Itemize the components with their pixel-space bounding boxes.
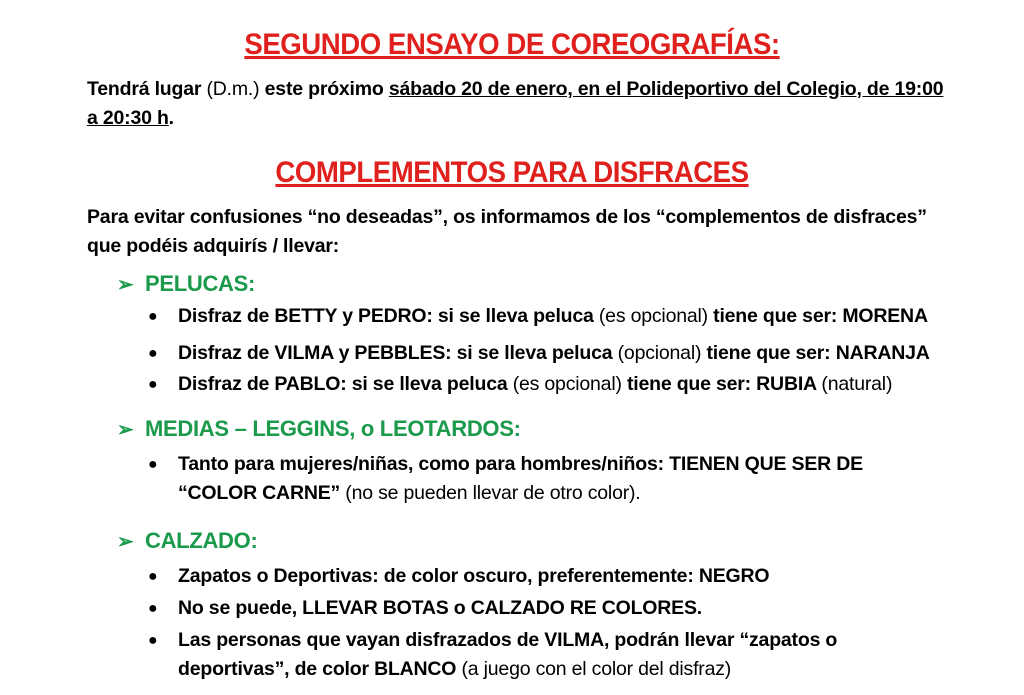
section-calzado-label: CALZADO:	[145, 528, 258, 553]
intro-text-end: .	[168, 107, 174, 129]
bullet-icon: ●	[148, 376, 158, 393]
section-pelucas-label: PELUCAS:	[145, 271, 256, 296]
intro-text-dm: (D.m.)	[206, 78, 260, 100]
item-text-rest: tiene que ser: MORENA	[707, 305, 928, 327]
intro-text-a: Tendrá lugar	[87, 78, 207, 100]
item-text: Disfraz de BETTY y PEDRO: si se lleva peluca	[178, 305, 599, 327]
list-item	[148, 370, 948, 399]
list-item	[148, 302, 948, 331]
bullet-icon: ●	[148, 456, 158, 473]
intro-text-c: este próximo	[259, 78, 389, 100]
complementos-paragraph: Para evitar confusiones “no deseadas”, os informamos de los “complementos de disfraces” que podéis adquirís / llevar:	[87, 206, 927, 257]
item-text-rest: tiene que ser: RUBIA	[621, 373, 822, 395]
heading-segundo-ensayo: SEGUNDO ENSAYO DE COREOGRAFÍAS:	[244, 28, 780, 61]
item-text: Disfraz de VILMA y PEBBLES: si se lleva peluca	[178, 342, 618, 364]
bullet-icon: ●	[148, 632, 158, 649]
section-pelucas	[117, 270, 255, 299]
intro-paragraph	[87, 75, 947, 133]
section-medias-label: MEDIAS – LEGGINS, o LEOTARDOS:	[145, 416, 521, 441]
item-text: Tanto para mujeres/niñas, como para hombres/niños: TIENEN QUE SER DE “COLOR CARNE”	[178, 453, 863, 504]
arrow-bullet-icon: ➢	[117, 274, 134, 296]
bullet-icon: ●	[148, 345, 158, 362]
arrow-bullet-icon: ➢	[117, 531, 134, 553]
list-item	[148, 339, 948, 368]
list-item	[148, 594, 948, 623]
list-item	[148, 562, 948, 591]
item-note: (no se pueden llevar de otro color).	[340, 482, 641, 504]
item-note: (a juego con el color del disfraz)	[456, 658, 732, 680]
heading-complementos: COMPLEMENTOS PARA DISFRACES	[275, 156, 749, 189]
item-note: (es opcional)	[598, 305, 708, 327]
bullet-icon: ●	[148, 568, 158, 585]
item-text: No se puede, LLEVAR BOTAS o CALZADO RE COLORES.	[178, 597, 702, 619]
item-note: (opcional)	[617, 342, 702, 364]
item-note-end: (natural)	[821, 373, 893, 395]
section-medias	[117, 415, 521, 444]
bullet-icon: ●	[148, 600, 158, 617]
intro-date-location: sábado 20 de enero, en el Polideportivo del Colegio, de 19:00 a 20:30 h	[87, 78, 944, 129]
list-item	[148, 626, 948, 684]
arrow-bullet-icon: ➢	[117, 419, 134, 441]
bullet-icon: ●	[148, 308, 158, 325]
item-text-rest: tiene que ser: NARANJA	[701, 342, 930, 364]
item-text: Las personas que vayan disfrazados de VILMA, podrán llevar “zapatos o deportivas”, de color BLANCO	[178, 629, 838, 680]
section-calzado	[117, 527, 257, 556]
item-text: Disfraz de PABLO: si se lleva peluca	[178, 373, 513, 395]
item-note: (es opcional)	[512, 373, 622, 395]
list-item	[148, 450, 948, 508]
item-text: Zapatos o Deportivas: de color oscuro, preferentemente: NEGRO	[178, 565, 770, 587]
